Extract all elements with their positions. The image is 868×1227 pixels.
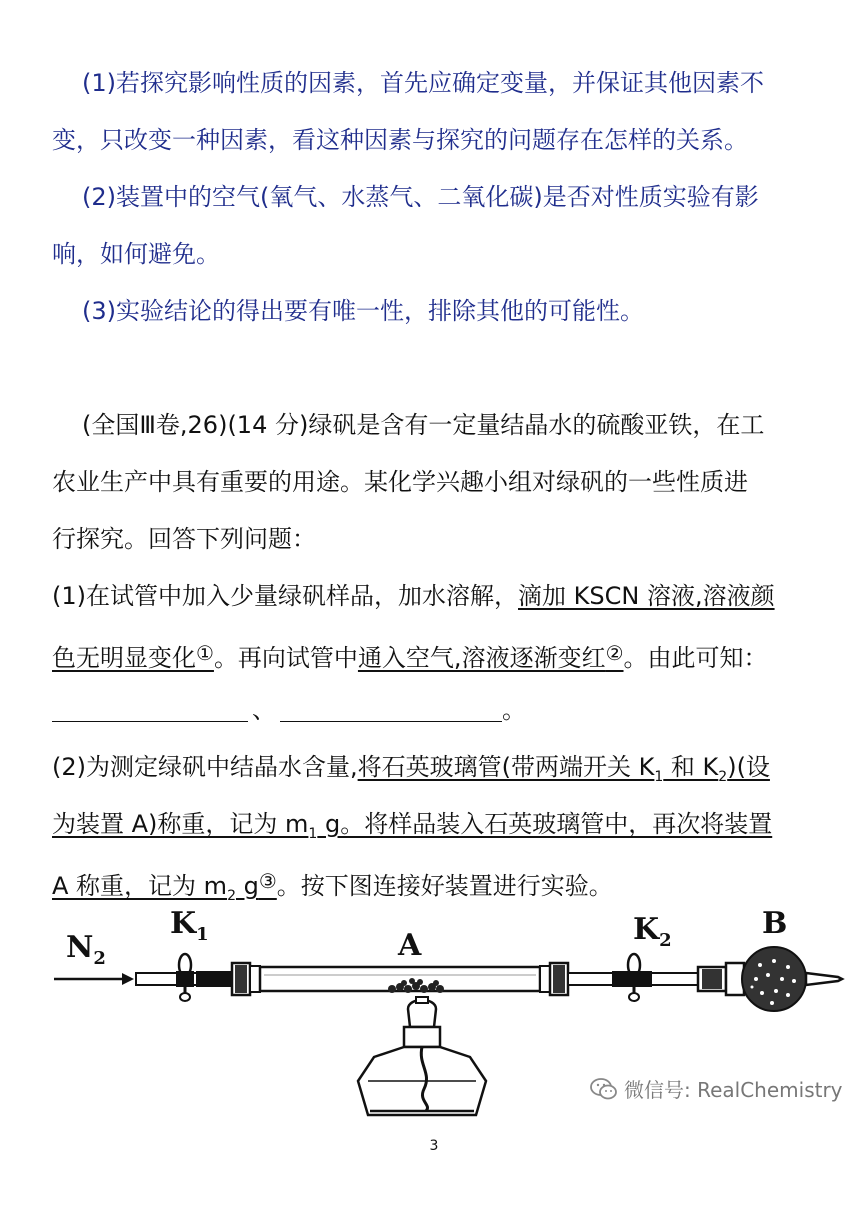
subq2-u1-a: 将石英玻璃管(带两端开关 K <box>357 753 655 781</box>
subq2-u2-a: 为装置 A)称重，记为 m <box>52 810 309 838</box>
intro-line-4: 响，如何避免。 <box>52 240 220 268</box>
wechat-icon <box>590 1077 618 1101</box>
subq1-underlined-3 <box>357 641 624 672</box>
k2-label <box>633 912 672 951</box>
question-line-3: 行探究。回答下列问题： <box>52 525 316 553</box>
note-mark-3: ③ <box>258 869 277 893</box>
question-line-2: 农业生产中具有重要的用途。某化学兴趣小组对绿矾的一些性质进 <box>52 468 748 496</box>
question-line-1: (全国Ⅲ卷,26)(14 分)绿矾是含有一定量结晶水的硫酸亚铁，在工 <box>82 411 765 439</box>
subq1-text-3: 。由此可知： <box>623 644 768 672</box>
subq2-u1-sub1: 1 <box>654 768 664 785</box>
answer-blank-2[interactable] <box>280 693 502 722</box>
subq2-u3-a: A 称重，记为 m <box>52 872 228 900</box>
b-label: B <box>762 906 788 941</box>
k1-label <box>170 906 209 945</box>
watermark-text: 微信号: RealChemistry <box>624 1078 843 1102</box>
drying-tube-b <box>698 947 842 1011</box>
note-mark-1: ① <box>196 641 214 665</box>
subq1-underlined-3-text: 通入空气,溶液逐渐变红 <box>357 644 606 672</box>
subq2-u3-b: g <box>235 872 259 900</box>
subq2-text-3: 。按下图连接好装置进行实验。 <box>276 872 613 900</box>
page-number: 3 <box>429 1138 439 1154</box>
blank-end: 。 <box>502 696 526 724</box>
subq2-line-3 <box>52 861 818 904</box>
intro-line-3: (2)装置中的空气(氧气、水蒸气、二氧化碳)是否对性质实验有影 <box>82 183 759 211</box>
subq2-text: (2)为测定绿矾中结晶水含量, <box>52 753 358 781</box>
watermark <box>590 1074 843 1103</box>
subq2-underlined-3 <box>52 869 277 904</box>
right-stopper <box>540 963 568 995</box>
n2-label-text: N <box>66 930 94 965</box>
subq1-line-1 <box>52 576 818 616</box>
subq2-underlined-1 <box>357 753 770 785</box>
k2-label-text: K <box>633 912 660 947</box>
k1-label-sub: 1 <box>196 924 209 945</box>
intro-line-1: (1)若探究影响性质的因素，首先应确定变量，并保证其他因素不 <box>82 69 764 97</box>
intro-line-2: 变，只改变一种因素，看这种因素与探究的问题存在怎样的关系。 <box>52 126 748 154</box>
subq2-u1-b: 和 K <box>663 753 719 781</box>
n2-label <box>66 930 106 969</box>
note-mark-2: ② <box>605 641 624 665</box>
blank-separator: 、 <box>252 696 276 724</box>
k2-label-sub: 2 <box>659 930 672 951</box>
subq1-text-2: 。再向试管中 <box>213 644 358 672</box>
answer-blank-1[interactable] <box>52 693 248 722</box>
k1-valve <box>176 954 194 1001</box>
n2-label-sub: 2 <box>93 948 106 969</box>
subq1-underlined-1: 滴加 KSCN 溶液,溶液颜 <box>518 582 775 610</box>
subq2-line-1 <box>52 747 818 787</box>
alcohol-lamp <box>358 997 486 1115</box>
subq2-u1-sub2: 2 <box>718 768 728 785</box>
answer-blanks <box>52 690 818 730</box>
k2-valve <box>625 954 643 1001</box>
subq2-line-2 <box>52 804 818 844</box>
subq2-u1-c: )(设 <box>727 753 770 781</box>
k1-label-text: K <box>170 906 197 941</box>
subq2-u2-b: g。将样品装入石英玻璃管中，再次将装置 <box>317 810 773 838</box>
a-label: A <box>398 928 422 963</box>
subq1-underlined-2-text: 色无明显变化 <box>52 644 196 672</box>
subq1-underlined-2 <box>52 641 214 672</box>
n2-arrow <box>54 973 134 985</box>
subq2-u3-sub: 2 <box>227 887 236 904</box>
subq1-text: (1)在试管中加入少量绿矾样品，加水溶解， <box>52 582 518 610</box>
subq1-line-2 <box>52 633 818 673</box>
subq2-underlined-2 <box>52 810 773 842</box>
subq2-u2-sub: 1 <box>308 825 318 842</box>
left-stopper <box>232 963 260 995</box>
intro-line-5: (3)实验结论的得出要有唯一性，排除其他的可能性。 <box>82 297 644 325</box>
